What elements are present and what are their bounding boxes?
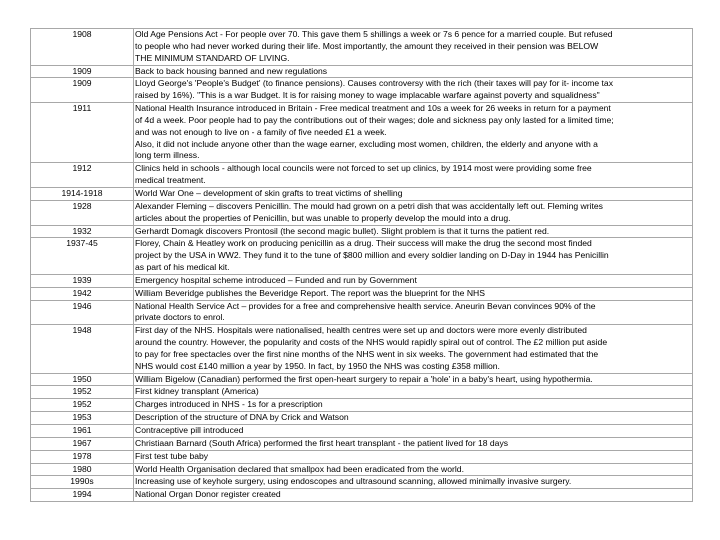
event-text-line: THE MINIMUM STANDARD OF LIVING. xyxy=(135,52,290,63)
event-cell xyxy=(134,187,693,200)
event-cell xyxy=(134,287,693,300)
event-text-line: and was not enough to live on - a family of five needed £1 a week. xyxy=(135,126,387,137)
year-cell: 1908 xyxy=(31,29,134,66)
event-cell xyxy=(134,450,693,463)
year-cell: 1912 xyxy=(31,163,134,188)
timeline-row xyxy=(31,425,693,438)
event-cell xyxy=(134,399,693,412)
event-text-line: long term illness. xyxy=(135,150,200,161)
event-text-line: National Health Insurance introduced in Britain - Free medical treatment and 10s a week for 26 weeks in return for a payment xyxy=(135,103,611,114)
timeline-row xyxy=(31,412,693,425)
event-text-line: Increasing use of keyhole surgery, using endoscopes and ultrasound scanning, allowed minimally invasive surgery. xyxy=(135,476,572,487)
timeline-row xyxy=(31,325,693,373)
event-text-line: Back to back housing banned and new regulations xyxy=(135,65,328,76)
event-text-line: private doctors to enrol. xyxy=(135,312,225,323)
event-text-line: project by the USA in WW2. They fund it to the tune of $800 million and every soldier landing on D-Day in 1944 has Penicillin xyxy=(135,250,609,261)
event-text-line: Christiaan Barnard (South Africa) performed the first heart transplant - the patient lived for 18 days xyxy=(135,437,509,448)
timeline-row xyxy=(31,274,693,287)
timeline-row xyxy=(31,300,693,325)
event-cell xyxy=(134,78,693,103)
timeline-row xyxy=(31,103,693,163)
year-cell: 1990s xyxy=(31,476,134,489)
year-cell: 1946 xyxy=(31,300,134,325)
timeline-row xyxy=(31,399,693,412)
event-text-line: World War One – development of skin grafts to treat victims of shelling xyxy=(135,187,403,198)
event-cell xyxy=(134,373,693,386)
timeline-row xyxy=(31,437,693,450)
event-cell xyxy=(134,489,693,502)
event-text-line: First kidney transplant (America) xyxy=(135,386,259,397)
timeline-row xyxy=(31,29,693,66)
timeline-row xyxy=(31,187,693,200)
event-text-line: Florey, Chain & Heatley work on producing penicillin as a drug. Their success will make the drug the second most finded xyxy=(135,238,592,249)
event-text-line: Emergency hospital scheme introduced – Funded and run by Government xyxy=(135,274,417,285)
event-text-line: Description of the structure of DNA by Crick and Watson xyxy=(135,412,349,423)
year-cell: 1948 xyxy=(31,325,134,373)
event-cell xyxy=(134,103,693,163)
event-cell xyxy=(134,300,693,325)
event-text-line: Charges introduced in NHS - 1s for a prescription xyxy=(135,399,323,410)
timeline-row xyxy=(31,463,693,476)
event-text-line: Old Age Pensions Act - For people over 70. This gave them 5 shillings a week or 7s 6 pence for a married couple. But refused xyxy=(135,29,613,39)
timeline-row xyxy=(31,200,693,225)
year-cell: 1961 xyxy=(31,425,134,438)
event-text-line: raised by 16%). "This is a war Budget. It is for raising money to wage implacable warfare against poverty and squalidness" xyxy=(135,90,600,101)
event-text-line: of 4d a week. Poor people had to pay the contributions out of their wages; dole and sickness pay only lasted for a limited time; xyxy=(135,114,614,125)
event-text-line: National Health Service Act – provides for a free and comprehensive health service. Aneurin Bevan convinces 90% of the xyxy=(135,300,596,311)
event-cell xyxy=(134,274,693,287)
event-text-line: First day of the NHS. Hospitals were nationalised, health centres were set up and doctors were more evenly distributed xyxy=(135,325,587,336)
year-cell: 1932 xyxy=(31,225,134,238)
timeline-table xyxy=(30,28,693,502)
event-text-line: Lloyd George's 'People's Budget' (to finance pensions). Causes controversy with the rich (their taxes will pay for it- income tax xyxy=(135,78,614,89)
event-cell xyxy=(134,200,693,225)
event-text-line: to pay for free spectacles over the first nine months of the NHS went in six weeks. The government had estimated that the xyxy=(135,348,599,359)
year-cell: 1978 xyxy=(31,450,134,463)
event-text-line: Alexander Fleming – discovers Penicillin. The mould had grown on a petri dish that was accidentally left out. Fleming writes xyxy=(135,200,603,211)
event-cell xyxy=(134,29,693,66)
year-cell: 1942 xyxy=(31,287,134,300)
event-text-line: Clinics held in schools - although local councils were not forced to set up clinics, by 1914 most were providing some free xyxy=(135,163,592,174)
timeline-row xyxy=(31,65,693,78)
event-cell xyxy=(134,412,693,425)
year-cell: 1952 xyxy=(31,399,134,412)
event-text-line: Contraceptive pill introduced xyxy=(135,425,244,435)
year-cell: 1939 xyxy=(31,274,134,287)
timeline-row xyxy=(31,163,693,188)
timeline-row xyxy=(31,287,693,300)
event-text-line: medical treatment. xyxy=(135,175,206,186)
event-text-line: First test tube baby xyxy=(135,450,209,461)
year-cell: 1994 xyxy=(31,489,134,502)
timeline-row xyxy=(31,373,693,386)
timeline-row xyxy=(31,450,693,463)
timeline-row xyxy=(31,476,693,489)
event-cell xyxy=(134,225,693,238)
event-text-line: World Health Organisation declared that smallpox had been eradicated from the world. xyxy=(135,463,464,474)
year-cell: 1952 xyxy=(31,386,134,399)
event-cell xyxy=(134,238,693,275)
timeline-row xyxy=(31,238,693,275)
event-cell xyxy=(134,463,693,476)
event-cell xyxy=(134,163,693,188)
event-text-line: Gerhardt Domagk discovers Prontosil (the second magic bullet). Slight problem is that it turns the patient red. xyxy=(135,225,550,236)
year-cell: 1980 xyxy=(31,463,134,476)
event-text-line: Also, it did not include anyone other than the wage earner, excluding most women, children, the elderly and anyone with a xyxy=(135,138,598,149)
event-cell xyxy=(134,476,693,489)
year-cell: 1953 xyxy=(31,412,134,425)
year-cell: 1909 xyxy=(31,65,134,78)
event-cell xyxy=(134,425,693,438)
year-cell: 1950 xyxy=(31,373,134,386)
timeline-row xyxy=(31,489,693,502)
event-text-line: William Beveridge publishes the Beveridge Report. The report was the blueprint for the NHS xyxy=(135,287,485,298)
event-cell xyxy=(134,386,693,399)
event-cell xyxy=(134,65,693,78)
event-text-line: around the country. However, the popularity and costs of the NHS would rapidly spiral out of control. The £2 million put aside xyxy=(135,337,608,348)
year-cell: 1911 xyxy=(31,103,134,163)
timeline-row xyxy=(31,225,693,238)
event-text-line: William Bigelow (Canadian) performed the first open-heart surgery to repair a 'hole' in a baby's heart, using hypothermia. xyxy=(135,373,593,384)
timeline-body xyxy=(31,29,693,502)
event-cell xyxy=(134,325,693,373)
year-cell: 1914-1918 xyxy=(31,187,134,200)
timeline-row xyxy=(31,78,693,103)
event-text-line: to people who had never worked during their life. Most importantly, the amount they received in their pension was BELOW xyxy=(135,40,599,51)
event-text-line: articles about the properties of Penicillin, but was unable to properly develop the mould into a drug. xyxy=(135,212,511,223)
event-cell xyxy=(134,437,693,450)
year-cell: 1909 xyxy=(31,78,134,103)
event-text-line: as part of his medical kit. xyxy=(135,262,230,273)
year-cell: 1967 xyxy=(31,437,134,450)
year-cell: 1928 xyxy=(31,200,134,225)
year-cell: 1937-45 xyxy=(31,238,134,275)
event-text-line: NHS would cost £140 million a year by 1950. In fact, by 1950 the NHS was costing £358 million. xyxy=(135,360,500,371)
event-text-line: National Organ Donor register created xyxy=(135,489,281,500)
timeline-row xyxy=(31,386,693,399)
